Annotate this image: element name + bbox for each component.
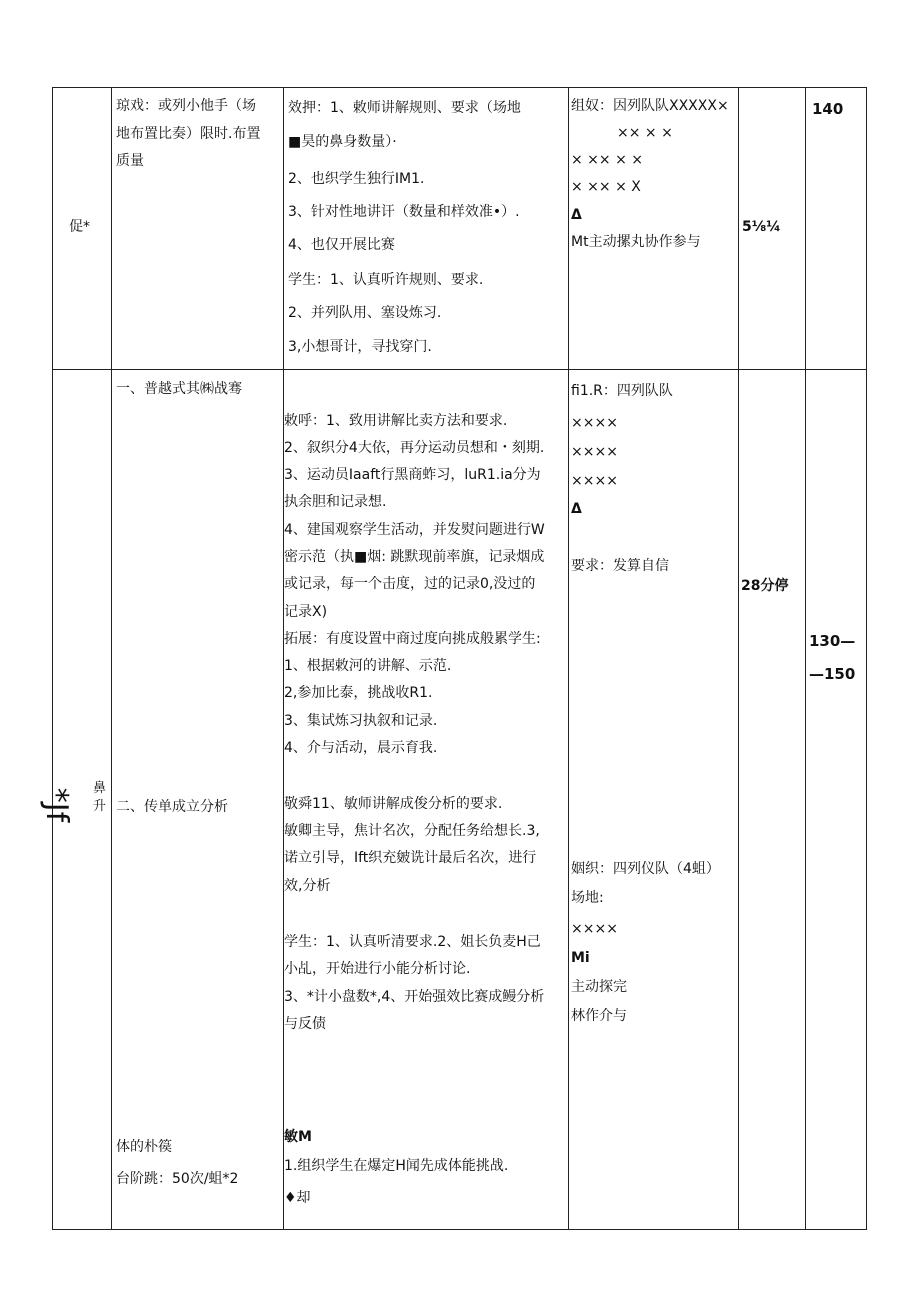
formation-row: ×× × × [617, 125, 673, 141]
org-line: 姻织：四列仪队（4蛆） [571, 861, 720, 877]
method-line: 或记录，每一个击度，过的记录0,没过的 [284, 576, 536, 592]
formation-row: ×××× [571, 473, 618, 489]
method-line: 3,小想哥计，寻找穿门. [288, 339, 432, 355]
org-line: Mi [571, 950, 590, 966]
time-value: 28分停 [741, 578, 789, 594]
part-label-small: 鼻 [93, 781, 107, 796]
method-line: 1、根据敕河的讲解、示范. [284, 658, 452, 674]
org-line: 主动探完 [571, 979, 627, 995]
method-line: 2,参加比泰，挑战收R1. [284, 685, 433, 701]
table-row [53, 370, 867, 1230]
section-title: 一、普越式其㈱战骞 [116, 381, 242, 397]
teacher-marker: Δ [571, 501, 582, 517]
heart-rate-cell [806, 88, 867, 370]
content-line: 台阶跳：50次/蛆*2 [116, 1171, 239, 1187]
method-cell [284, 370, 569, 1230]
method-line: ■昊的鼻身数量）· [288, 134, 397, 150]
method-line: 2、也织学生独行IM1. [288, 171, 425, 187]
section-title: 二、传单成立分析 [116, 799, 228, 815]
org-line: Mt主动摞丸协作参与 [571, 234, 701, 250]
time-value: 5⅛¼ [742, 219, 781, 235]
method-line: 效押：1、敕师讲解规则、要求（场地 [288, 100, 521, 116]
org-line: 组奴：因列队队XXXXX× [571, 98, 729, 114]
method-line: 3、针对性地讲讦（数量和样效准•）. [288, 204, 520, 220]
content-line: 质量 [116, 153, 144, 169]
method-line: 小乩，开始进行小能分析讨论. [284, 961, 471, 977]
content-cell [112, 370, 284, 1230]
organization-cell [569, 370, 739, 1230]
content-line: 地布置比奏）限时.布置 [116, 126, 261, 142]
formation-row: ×××× [571, 444, 618, 460]
method-line: 4、介与活动，晨示育我. [284, 740, 438, 756]
content-line: 琼戏：或列小他手（场 [116, 98, 256, 114]
teacher-marker: Δ [571, 207, 582, 223]
method-line: 敬舜11、敏师讲解成俊分析的要求. [284, 796, 503, 812]
org-line: fi1.R：四列队队 [571, 383, 673, 399]
section-title: 体的朴篌 [116, 1139, 172, 1155]
method-line: 诺立引导，Ift织充皴诜计最后名次，进行 [284, 850, 537, 866]
method-line: 1.组织学生在爆定H闻先成体能挑战. [284, 1158, 509, 1174]
table-row [53, 88, 867, 370]
method-line: 与反债 [284, 1016, 326, 1032]
part-label-large: *Jf [39, 787, 75, 823]
method-line: 学生：1、认真听许规则、要求. [288, 272, 484, 288]
time-cell [739, 88, 806, 370]
heart-rate-cell [806, 370, 867, 1230]
method-line: 3、集试炼习执叙和记录. [284, 713, 438, 729]
method-line: 执余胆和记录想. [284, 494, 387, 510]
heart-rate-value: 140 [812, 100, 844, 118]
method-line: ♦却 [284, 1190, 311, 1206]
method-line: 密示范（执■烟: 跳默现前率旗，记录烟成 [284, 549, 545, 565]
org-line: 林作介与 [571, 1008, 627, 1024]
method-line: 3、运动员Iaaft行黑商蚱习，luR1.ia分为 [284, 467, 541, 483]
formation-row: × ×× × × [571, 152, 644, 168]
part-label: 促* [69, 219, 90, 235]
method-line: 拓展：有度设置中商过度向挑成般累学生: [284, 631, 541, 647]
part-label-small: 升 [93, 799, 107, 814]
method-line: 效,分析 [284, 878, 331, 894]
part-cell [39, 370, 112, 1230]
time-cell [739, 370, 806, 1230]
formation-row: ×××× [571, 415, 618, 431]
method-line: 3、*计小盘数*,4、开始强效比赛成鳗分析 [284, 989, 545, 1005]
heart-rate-value: —150 [809, 665, 856, 683]
method-line: 2、叙织分4大依，再分运动员想和・刻期. [284, 440, 545, 456]
heart-rate-value: 130— [809, 632, 856, 650]
method-line: 记录X) [284, 604, 328, 620]
method-line: 敏M [284, 1129, 312, 1145]
org-line: 要求：发算自信 [571, 558, 669, 574]
formation-row: ×××× [571, 921, 618, 937]
method-line: 学生：1、认真听清要求.2、姐长负麦H己 [284, 934, 541, 950]
lesson-plan-table [39, 87, 867, 1230]
method-line: 4、也仅开展比赛 [288, 237, 395, 253]
content-cell [112, 88, 284, 370]
method-cell [284, 88, 569, 370]
method-line: 2、并列队用、塞设炼习. [288, 305, 442, 321]
method-line: 4、建国观察学生活动，并发熨问题进行W [284, 522, 545, 538]
method-line: 敏卿主导，焦计名次，分配任务给想长.3, [284, 823, 540, 839]
formation-row: × ×× × X [571, 179, 641, 195]
org-line: 场地: [571, 890, 604, 906]
organization-cell [569, 88, 739, 370]
method-line: 敕呼：1、致用讲解比卖方法和要求. [284, 413, 508, 429]
part-cell [53, 88, 112, 370]
